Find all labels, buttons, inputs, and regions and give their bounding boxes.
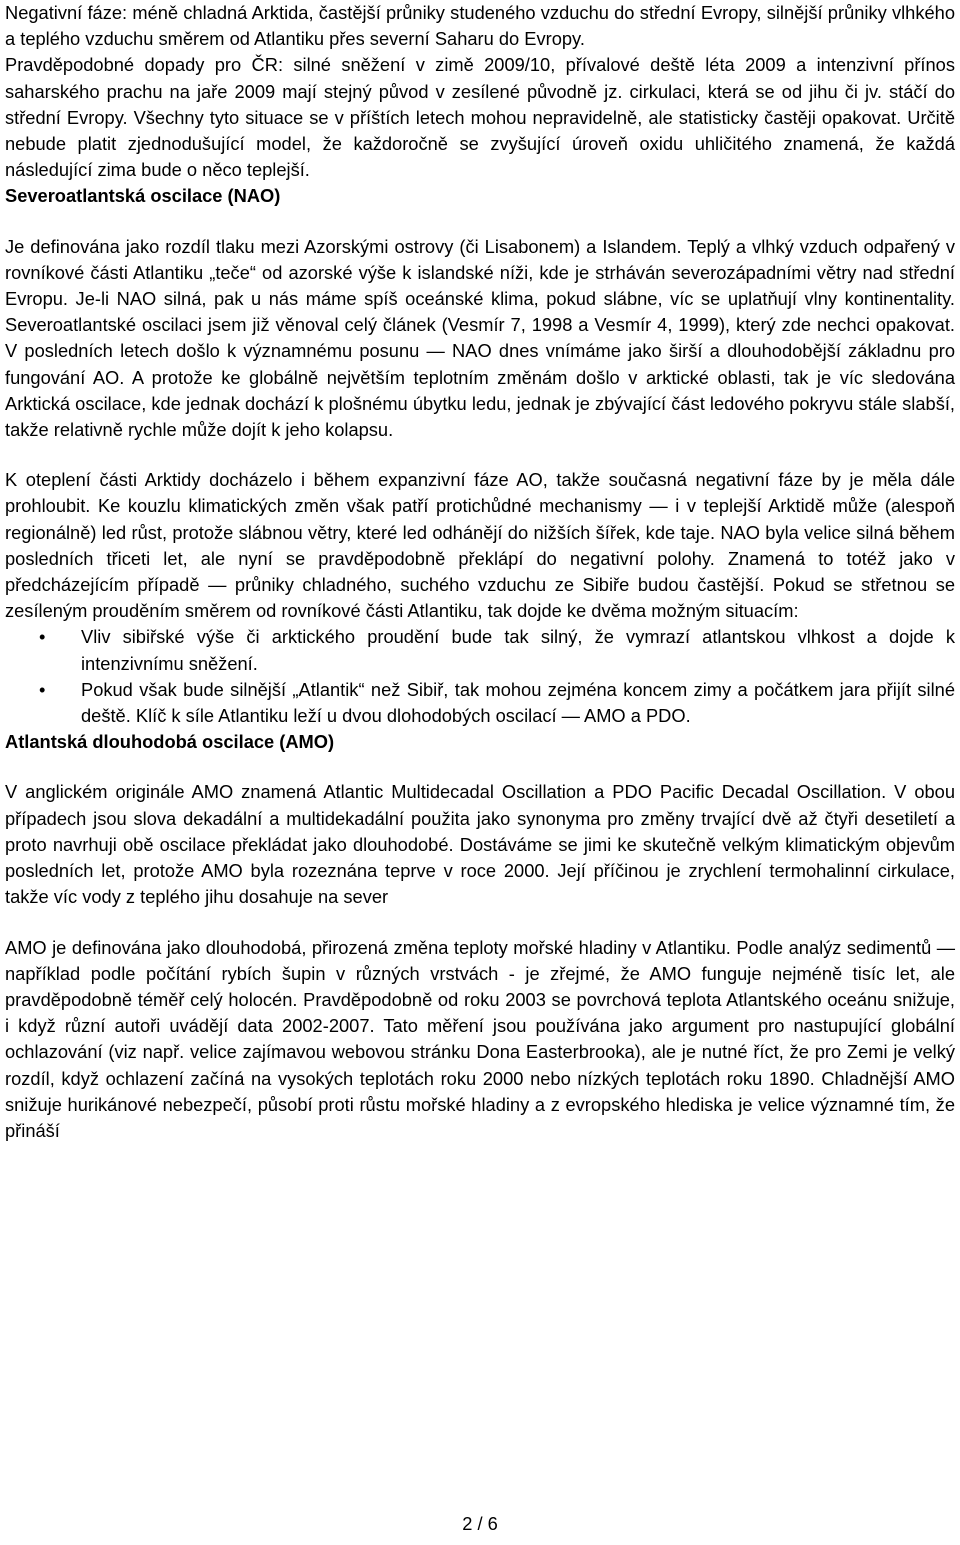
paragraph-negative-phase: Negativní fáze: méně chladná Arktida, častější průniky studeného vzduchu do střední Evropy, silnější průniky vlhkého a teplého vzduchu směrem od Atlantiku přes severní Saharu do Evropy. [5,2,955,50]
list-item [5,677,955,729]
paragraph-nao-definition: Je definována jako rozdíl tlaku mezi Azorskými ostrovy (či Lisabonem) a Islandem. Teplý a vlhký vzduch odpařený v rovníkové části Atlantiku „teče“ od azorské výše k islandské níži, kde je strháván severozápadními větry nad střední Evropu. Je-li NAO silná, pak u nás máme spíš oceánské klima, pokud slábne, víc se uplatňují vlny kontinentality. Severoatlantské oscilaci jsem již věnoval celý článek (Vesmír 7, 1998 a Vesmír 4, 1999), který zde nechci opakovat. V posledních letech došlo k významnému posunu — NAO dnes vnímáme jako širší a dlouhodobější základnu pro fungování AO. A protože ke globálně největším teplotním změnám došlo v arktické oblasti, tak je víc sledována Arktická oscilace, kde jednak dochází k plošnému úbytku ledu, jednak je zbývající část ledového pokryvu stále slabší, takže relativně rychle může dojít k jeho kolapsu. [5,235,955,441]
bullet-icon: • [39,626,46,648]
paragraph-amo-definition: AMO je definována jako dlouhodobá, přirozená změna teploty mořské hladiny v Atlantiku. Podle analýz sedimentů — například podle počítání rybích šupin v různých vrstvách - je zřejmé, že AMO funguje nejméně tisíc let, ale pravděpodobně téměř celý holocén. Pravděpodobně od roku 2003 se povrchová teplota Atlantského oceánu snižuje, i když různí autoři uvádějí data 2002-2007. Tato měření jsou používána jako argument pro nastupující globální ochlazování (viz např. velice zajímavou webovou stránku Dona Easterbrooka), ale je nutné říct, že pro Zemi je velký rozdíl, když ochlazení začíná na vysokých teplotách roku 2000 nebo nízkých teplotách roku 1890. Chladnější AMO snižuje hurikánové nebezpečí, působí proti růstu mořské hladiny a z evropského hlediska je velice významné tím, že přináší [5,936,955,1141]
paragraph-nao-arctic: K oteplení části Arktidy docházelo i během expanzivní fáze AO, takže současná negativní fáze by je měla dále prohloubit. Ke kouzlu klimatických změn však patří protichůdné mechanismy — i v teplejší Arktidě může (alespoň regionálně) led růst, protože slábnou větry, které led odhánějí do nižších šířek, kde taje. NAO byla velice silná během posledních třiceti let, ale nyní se pravděpodobně překlápí do negativní polohy. Znamená to totéž jako v předcházejícím případě — průniky chladného, suchého vzduchu ze Sibiře budou častější. Pokud se střetnou se zesíleným prouděním směrem od rovníkové části Atlantiku, tak dojde ke dvěma možným situacím: [5,469,955,622]
bullet-icon: • [39,678,46,700]
section-heading-nao: Severoatlantská oscilace (NAO) [5,185,281,207]
document-page [5,0,955,1144]
page-number: 2 / 6 [462,1513,498,1534]
list-item [5,624,955,676]
section-heading-amo: Atlantská dlouhodobá oscilace (AMO) [5,731,335,753]
paragraph-impacts-cr: Pravděpodobné dopady pro ČR: silné sněžení v zimě 2009/10, přívalové deště léta 2009 a intenzivní přínos saharského prachu na jaře 2009 mají stejný původ v zesílené původně jz. cirkulaci, která se od jihu či jv. stáčí do střední Evropy. Všechny tyto situace se v příštích letech mohou nepravidelně, ale statisticky častěji opakovat. Určitě nebude platit zjednodušující model, že každoročně se zvyšující úroveň oxidu uhličitého znamená, že každá následující zima bude o něco teplejší. [5,54,955,181]
list-item-text: Pokud však bude silnější „Atlantik“ než Sibiř, tak mohou zejména koncem zimy a počátkem jara přijít silné deště. Klíč k síle Atlantiku leží u dvou dlohodobých oscilací — AMO a PDO. [81,678,955,727]
paragraph-amo-origin: V anglickém originále AMO znamená Atlantic Multidecadal Oscillation a PDO Pacific Decadal Oscillation. V obou případech jsou slova dekadální a multidekadální použita jako synonyma pro změny trvající dvě až čtyři desetiletí a proto navrhuji obě oscilace překládat jako dlouhodobé. Dostáváme se jimi ke skutečně velkým klimatickým objevům posledních let, protože AMO byla rozeznána teprve v roce 2000. Její příčinou je zrychlení termohalinní cirkulace, takže víc vody z teplého jihu dosahuje na sever [5,781,955,908]
bullet-list [5,624,955,729]
list-item-text: Vliv sibiřské výše či arktického proudění bude tak silný, že vymrazí atlantskou vlhkost a dojde k intenzivnímu sněžení. [81,626,955,674]
